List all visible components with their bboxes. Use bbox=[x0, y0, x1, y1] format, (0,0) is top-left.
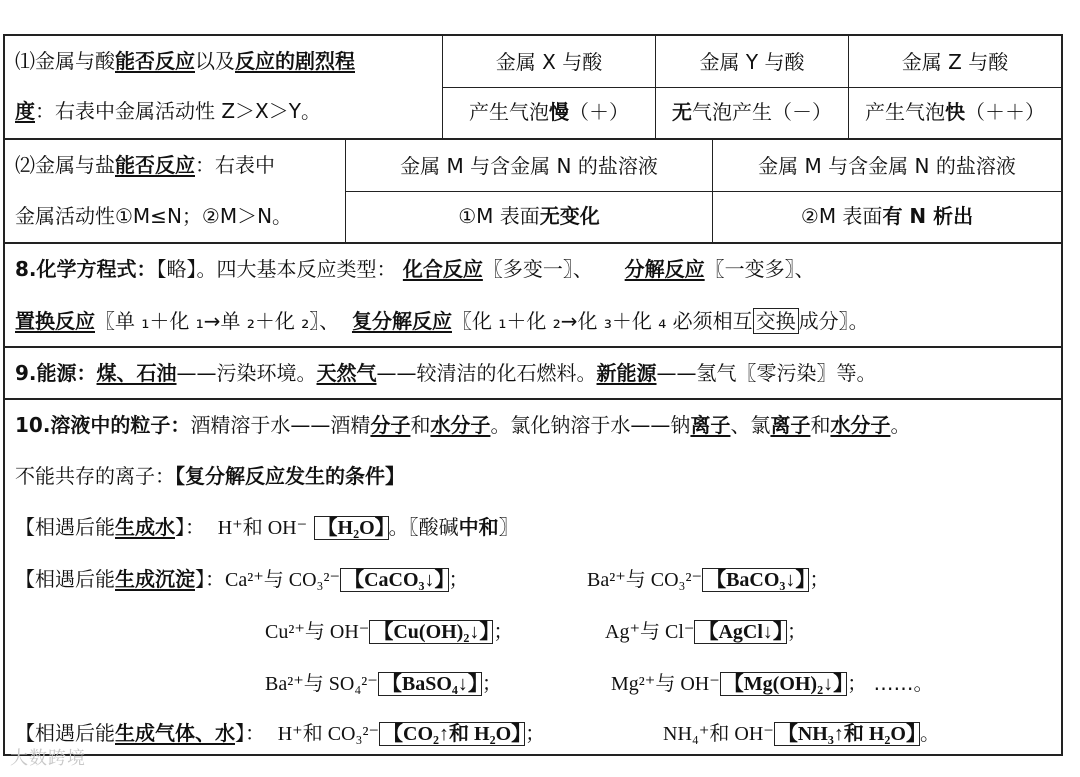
text-s10-p_pre: 【相遇后能 bbox=[15, 567, 115, 591]
text-s10-p3_box: 【Cu(OH)₂↓】 bbox=[369, 620, 493, 644]
text-s8-t1: 化合反应 bbox=[402, 257, 483, 281]
text-s9-f: ——氢气〖零污染〗等。 bbox=[656, 361, 877, 385]
text-s1-intro_b: 能否反应 bbox=[115, 49, 195, 73]
text-s2-l1a: ⑵金属与盐 bbox=[15, 153, 115, 177]
text-s10-p4_box: 【AgCl↓】 bbox=[694, 620, 786, 644]
text-s10-sep: ； bbox=[809, 567, 830, 591]
text-s10-i: 和 bbox=[810, 413, 831, 437]
text-s1-r1b: 慢 bbox=[549, 100, 569, 124]
text-s9-b: ——污染环境。 bbox=[176, 361, 317, 385]
energy-section bbox=[5, 348, 1061, 400]
text-s2-r1a: ①M 表面 bbox=[458, 204, 540, 228]
text-s10-p5_ion: Ba²⁺与 SO₄²⁻ bbox=[265, 673, 378, 695]
text-s10-w_box: 【H₂O】 bbox=[314, 516, 389, 540]
text-s2-r1b: 无变化 bbox=[539, 204, 600, 228]
text-s9-label: 9.能源： bbox=[15, 361, 97, 385]
text-s2-h2: 金属 M 与含金属 N 的盐溶液 bbox=[758, 154, 1016, 178]
text-s1-intro_a: ⑴金属与酸 bbox=[15, 49, 115, 73]
text-s10-j: 水分子 bbox=[830, 413, 891, 437]
text-s10-g_u: 生成气体、水 bbox=[115, 721, 235, 745]
text-s10-p4_ion: Ag⁺与 Cl⁻ bbox=[605, 621, 695, 643]
text-s2-l1c: ：右表中 bbox=[195, 153, 275, 177]
text-s8-label: 8.化学方程式： bbox=[15, 257, 157, 281]
text-s2-r2b: 有 N 析出 bbox=[882, 204, 974, 228]
text-s10-g1_ion: H⁺和 CO₃²⁻ bbox=[277, 723, 380, 745]
text-s10-sep: ； bbox=[786, 619, 807, 643]
metal-salt-section bbox=[5, 140, 1061, 244]
text-s9-c: 天然气 bbox=[316, 361, 377, 385]
text-s10-p6_end: ； ……。 bbox=[847, 671, 934, 695]
text-s10-l2a: 不能共存的离子： bbox=[15, 464, 175, 488]
text-s10-d: 水分子 bbox=[430, 413, 491, 437]
text-s10-g2_end: 。 bbox=[919, 721, 940, 745]
text-s10-label: 10.溶液中的粒子： bbox=[15, 413, 191, 437]
text-s1-r3a: 产生气泡 bbox=[865, 100, 945, 124]
metal-y-result bbox=[656, 99, 848, 125]
metal-x-result bbox=[443, 99, 655, 125]
text-s8-t4e: 成分〗。 bbox=[798, 309, 869, 333]
text-s10-p6_box: 【Mg(OH)₂↓】 bbox=[720, 672, 847, 696]
text-s1-r3c: （＋＋） bbox=[965, 100, 1045, 124]
text-s10-g1_box: 【CO₂↑和 H₂O】 bbox=[379, 722, 525, 746]
water-condition bbox=[15, 514, 519, 541]
text-s10-sep: ； bbox=[481, 671, 502, 695]
text-s10-p5_box: 【BaSO₄↓】 bbox=[378, 672, 482, 696]
text-s2-r2a: ②M 表面 bbox=[800, 204, 883, 228]
text-s10-w_note_b: 中和 bbox=[458, 515, 499, 539]
text-s8-t4d: 〖化 ₁＋化 ₂→化 ₃＋化 ₄ 必须相互 bbox=[451, 309, 753, 333]
text-s1-intro_c: 以及 bbox=[195, 49, 235, 73]
text-s10-sep: ； bbox=[448, 567, 469, 591]
text-s10-p1_ion: Ca²⁺与 CO₃²⁻ bbox=[225, 569, 341, 591]
text-s1-intro_e: 度 bbox=[15, 99, 35, 123]
text-s8-t4: 复分解反应 bbox=[351, 309, 452, 333]
metal-salt-case-2 bbox=[713, 140, 1061, 242]
text-s1-r2b: 气泡产生（－） bbox=[692, 100, 832, 124]
text-s10-sep: ； bbox=[493, 619, 514, 643]
text-s10-e: 。氯化钠溶于水——钠 bbox=[490, 413, 691, 437]
text-s8-t3d: 〖单 ₁＋化 ₁→单 ₂＋化 ₂〗、 bbox=[95, 309, 340, 333]
text-s1-r3b: 快 bbox=[945, 100, 965, 124]
text-s10-w_ion: H⁺和 OH⁻ bbox=[217, 517, 308, 539]
text-s10-w_pre: 【相遇后能 bbox=[15, 515, 115, 539]
metal-y-header: 金属 Y 与酸 bbox=[699, 50, 805, 74]
text-s10-w_u: 生成水 bbox=[115, 515, 175, 539]
text-s8-t1d: 〖多变一〗、 bbox=[482, 257, 593, 281]
text-s10-g: 、氯 bbox=[730, 413, 771, 437]
solution-particles-section bbox=[5, 400, 1061, 754]
text-s8-a: 【略】。四大基本反应类型： bbox=[156, 257, 397, 281]
text-s10-b: 分子 bbox=[370, 413, 411, 437]
text-s1-intro_f: ：右表中金属活动性 Z＞X＞Y。 bbox=[35, 99, 321, 123]
metal-salt-intro bbox=[5, 140, 346, 242]
reaction-types-section bbox=[5, 244, 1061, 348]
text-s8-t3: 置换反应 bbox=[15, 309, 95, 333]
text-s10-f: 离子 bbox=[690, 413, 731, 437]
metal-z-column bbox=[849, 36, 1061, 138]
text-s10-sep: ； bbox=[525, 721, 546, 745]
text-s10-w_post: 】： bbox=[175, 515, 205, 539]
text-s8-t2d: 〖一变多〗、 bbox=[704, 257, 815, 281]
text-s10-p2_ion: Ba²⁺与 CO₃²⁻ bbox=[587, 569, 703, 591]
metal-acid-section bbox=[5, 36, 1061, 140]
text-s2-h1: 金属 M 与含金属 N 的盐溶液 bbox=[400, 154, 658, 178]
metal-x-header: 金属 X 与酸 bbox=[495, 50, 603, 74]
text-s9-d: ——较清洁的化石燃料。 bbox=[376, 361, 597, 385]
text-s2-l1b: 能否反应 bbox=[115, 153, 195, 177]
text-s10-p_u: 生成沉淀 bbox=[115, 567, 195, 591]
metal-salt-case-1 bbox=[346, 140, 713, 242]
text-s10-p6_ion: Mg²⁺与 OH⁻ bbox=[611, 673, 720, 695]
text-s8-t4box: 交换 bbox=[753, 308, 799, 334]
text-s1-intro_d: 反应的剧烈程 bbox=[235, 49, 355, 73]
watermark: 大数跨境 bbox=[10, 748, 86, 769]
precipitate-condition bbox=[15, 566, 469, 593]
text-s1-r1c: （＋） bbox=[569, 100, 629, 124]
text-s10-w_note_a: 。〖酸碱 bbox=[388, 515, 459, 539]
metal-y-column bbox=[656, 36, 849, 138]
text-s1-r2a: 无 bbox=[672, 100, 692, 124]
text-s10-p_post: 】： bbox=[195, 567, 225, 591]
knowledge-sheet bbox=[3, 34, 1063, 756]
text-s10-c: 和 bbox=[410, 413, 431, 437]
metal-acid-intro bbox=[5, 36, 443, 138]
text-s1-r1a: 产生气泡 bbox=[469, 100, 549, 124]
text-s10-g2_box: 【NH₃↑和 H₂O】 bbox=[774, 722, 920, 746]
text-s8-t2: 分解反应 bbox=[624, 257, 705, 281]
text-s9-e: 新能源 bbox=[596, 361, 657, 385]
text-s10-p2_box: 【BaCO₃↓】 bbox=[702, 568, 809, 592]
text-s10-g2_ion: NH₄⁺和 OH⁻ bbox=[663, 723, 774, 745]
text-s10-h: 离子 bbox=[770, 413, 811, 437]
text-s10-l2b: 【复分解反应发生的条件】 bbox=[175, 464, 405, 488]
text-s10-p1_box: 【CaCO₃↓】 bbox=[340, 568, 448, 592]
text-s10-g_post: 】： bbox=[235, 721, 265, 745]
text-s10-w_note_c: 〗 bbox=[498, 515, 519, 539]
metal-z-result bbox=[849, 99, 1061, 125]
text-s9-a: 煤、石油 bbox=[96, 361, 177, 385]
metal-z-header: 金属 Z 与酸 bbox=[901, 50, 1009, 74]
text-s10-a: 酒精溶于水——酒精 bbox=[190, 413, 371, 437]
text-s10-k: 。 bbox=[890, 413, 911, 437]
gas-condition bbox=[15, 720, 545, 747]
text-s2-l2: 金属活动性①M≤N；②M＞N。 bbox=[15, 204, 293, 228]
text-s10-g_pre: 【相遇后能 bbox=[15, 721, 115, 745]
text-s10-p3_ion: Cu²⁺与 OH⁻ bbox=[265, 621, 370, 643]
metal-x-column bbox=[443, 36, 656, 138]
